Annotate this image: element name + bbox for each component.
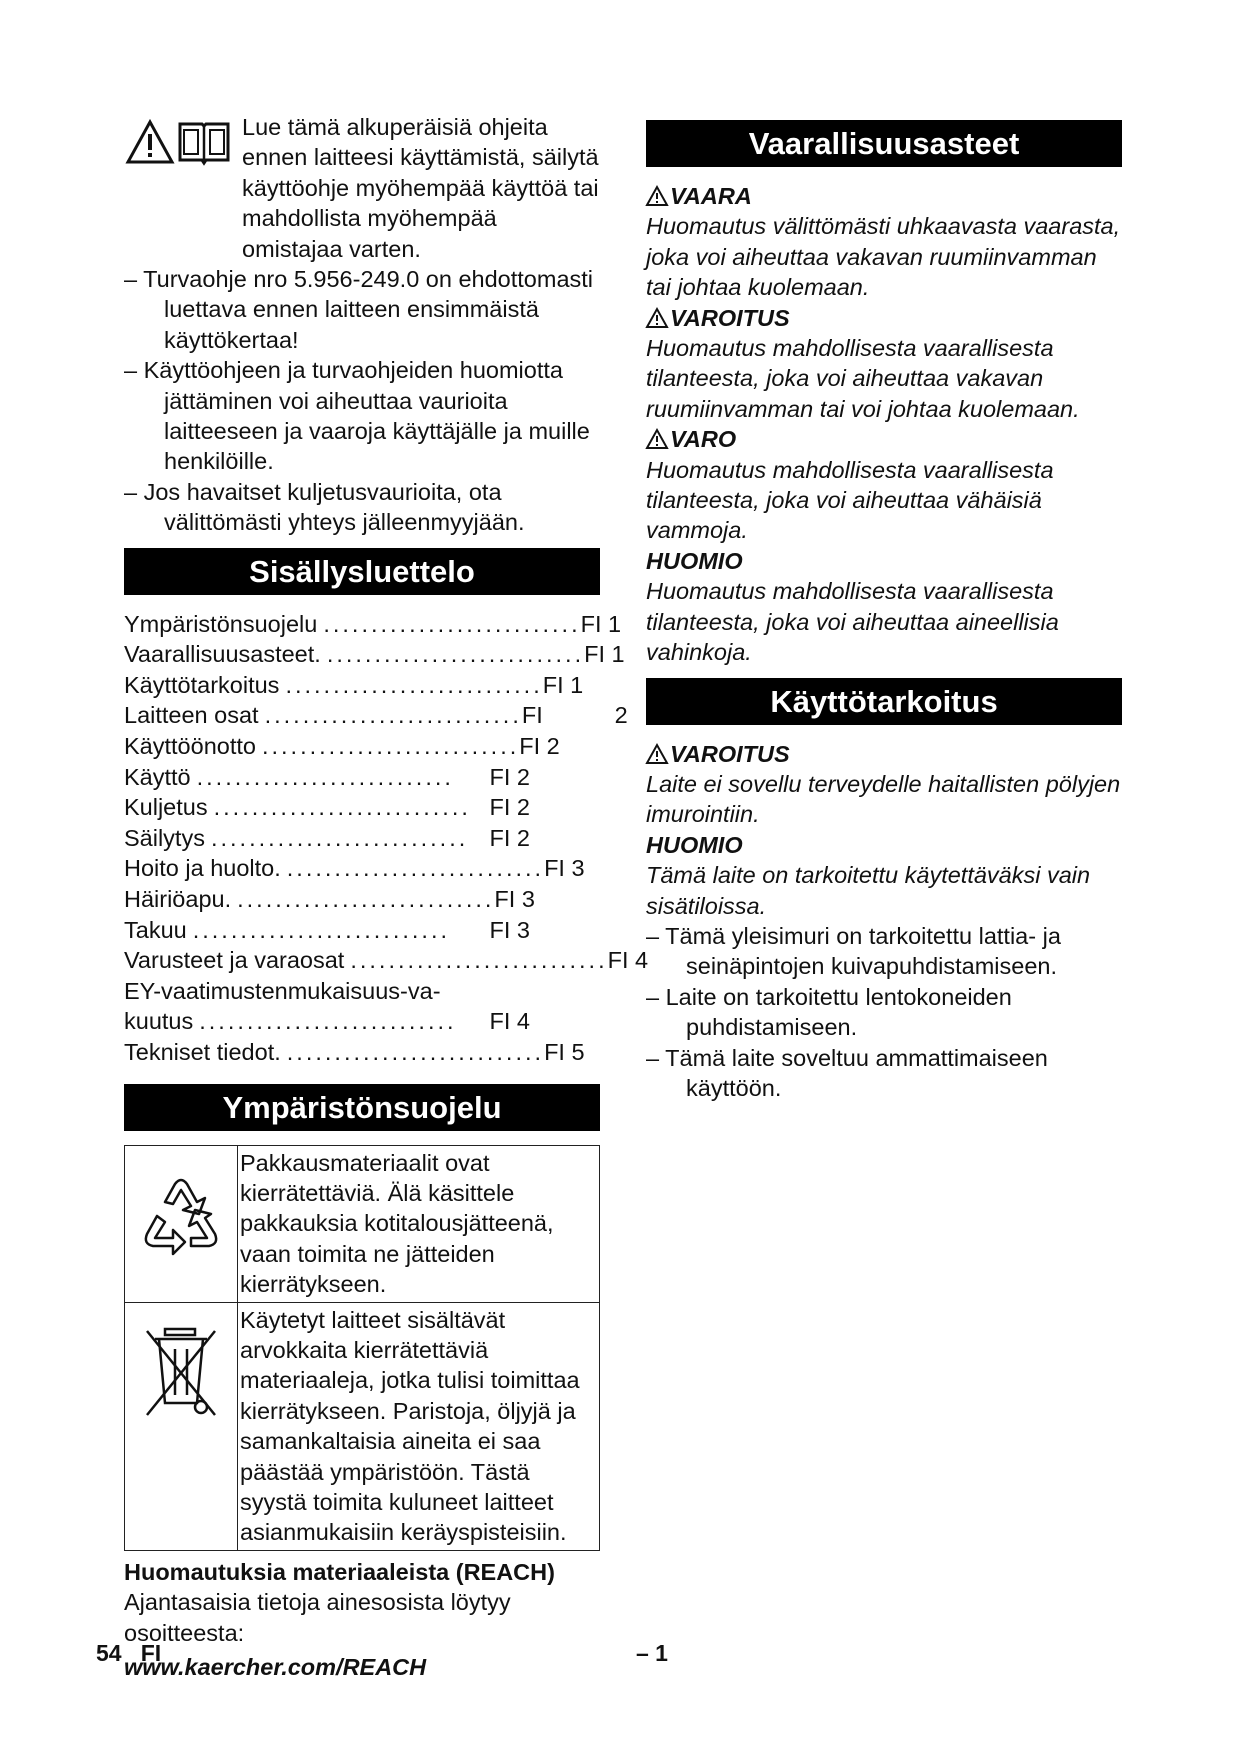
toc-row[interactable]: Häiriöapu. ........................... FI 3: [124, 884, 600, 915]
environment-heading: Ympäristönsuojelu: [124, 1084, 600, 1131]
toc-row[interactable]: Varusteet ja varaosat ........................... FI 4: [124, 945, 600, 976]
toc-title: Häiriöapu.: [124, 886, 232, 913]
toc-title: Käyttö: [124, 763, 191, 790]
intro-notice: [124, 112, 600, 538]
toc-title: Varusteet ja varaosat: [124, 947, 345, 974]
toc-page: FI 4: [607, 947, 649, 974]
intro-item: – Jos havaitset kuljetusvaurioita, ota välittömästi yhteys jälleenmyyjään.: [124, 478, 525, 536]
hazard-label: VAARA: [646, 181, 1122, 211]
toc-title: Laitteen osat: [124, 702, 259, 729]
toc-title: Käyttöönotto: [124, 733, 256, 760]
intro-item: – Turvaohje nro 5.956-249.0 on ehdottomasti luettava ennen laitteen ensimmäistä käyttökertaa!: [124, 266, 594, 353]
toc-page: [441, 976, 573, 1007]
page-center-label: – 1: [636, 1640, 668, 1666]
usage-note-label: HUOMIO: [646, 831, 743, 858]
toc-row[interactable]: Laitteen osat ........................... FI 2: [124, 700, 600, 731]
warning-icon: [646, 186, 668, 206]
toc-page: FI 1: [542, 671, 584, 698]
toc-row[interactable]: Käyttö ........................... FI 2: [124, 762, 600, 793]
recycle-icon: [135, 1172, 227, 1268]
toc-row[interactable]: Käyttötarkoitus ........................... FI 1: [124, 670, 600, 701]
toc-title: Takuu: [124, 916, 187, 943]
usage-note-text: Tämä laite on tarkoitettu käytettäväksi vain sisätiloissa.: [646, 862, 1091, 919]
table-row: [125, 1145, 600, 1302]
toc-page: FI 1: [584, 641, 625, 668]
toc-title: EY-vaatimustenmukaisuus-va-: [124, 977, 441, 1004]
hazard-text: Huomautus mahdollisesta vaarallisesta tilanteesta, joka voi aiheuttaa aineellisia vahinkoja.: [646, 578, 1059, 666]
toc-heading: Sisällysluettelo: [124, 548, 600, 595]
table-of-contents: [124, 609, 649, 1068]
hazard-list: [646, 181, 1122, 668]
usage-warning-label: VAROITUS: [646, 739, 1122, 769]
usage-item: – Laite on tarkoitettu lentokoneiden puhdistamiseen.: [646, 983, 1012, 1041]
warning-icon: [646, 744, 668, 764]
toc-row[interactable]: Käyttöönotto ........................... FI 2: [124, 731, 600, 762]
toc-page: FI 3: [489, 916, 530, 943]
toc-row[interactable]: Tekniset tiedot. ........................... FI 5: [124, 1037, 600, 1068]
toc-row[interactable]: [124, 976, 600, 1007]
toc-page: FI 3: [494, 886, 535, 913]
usage-warning-text: Laite ei sovellu terveydelle haitallisten pölyjen imurointiin.: [646, 770, 1121, 828]
usage-item: – Tämä yleisimuri on tarkoitettu lattia- ja seinäpintojen kuivapuhdistamiseen.: [646, 922, 1061, 980]
hazard-label: VAROITUS: [646, 303, 1122, 333]
toc-page: FI 2: [521, 702, 628, 729]
toc-title: Hoito ja huolto.: [124, 855, 281, 882]
toc-row[interactable]: Ympäristönsuojelu ........................... FI 1: [124, 609, 600, 640]
reach-text: Ajantasaisia tietoja ainesosista löytyy osoitteesta:: [124, 1589, 511, 1646]
toc-page: FI 5: [544, 1039, 585, 1065]
env-text: Pakkausmateriaalit ovat kierrätettäviä. Älä käsittele pakkauksia kotitalousjätteenä, vaan toimita ne jätteiden kierrätykseen.: [238, 1145, 600, 1302]
page-number: 54 FI: [96, 1640, 162, 1666]
toc-title: kuutus: [124, 1008, 194, 1035]
toc-row[interactable]: kuutus ........................... FI 4: [124, 1006, 600, 1037]
warning-icon: [646, 429, 668, 449]
usage-heading: Käyttötarkoitus: [646, 678, 1122, 725]
toc-row[interactable]: Säilytys ........................... FI 2: [124, 823, 600, 854]
left-column: [124, 112, 649, 1683]
intro-item: – Käyttöohjeen ja turvaohjeiden huomiotta jättäminen voi aiheuttaa vaurioita laitteeseen ja vaaroja käyttäjälle ja muille henkilöille.: [124, 357, 590, 475]
reach-heading: Huomautuksia materiaaleista (REACH): [124, 1558, 555, 1585]
toc-page: FI 1: [580, 610, 622, 637]
toc-title: Käyttötarkoitus: [124, 671, 280, 698]
toc-row[interactable]: Kuljetus ........................... FI 2: [124, 792, 600, 823]
toc-row[interactable]: Hoito ja huolto. ........................... FI 3: [124, 853, 600, 884]
env-text: Käytetyt laitteet sisältävät arvokkaita kierrätettäviä materiaaleja, jotka tulisi toimittaa kierrätykseen. Paristoja, öljyjä ja samankaltaisia aineita ei saa päästää ympäristöön. Tästä syystä toimita kuluneet laitteet asianmukaisiin keräyspisteisiin.: [238, 1302, 600, 1550]
table-row: [125, 1302, 600, 1550]
environment-table: [124, 1145, 600, 1551]
toc-title: Vaarallisuusasteet.: [124, 641, 321, 668]
toc-title: Kuljetus: [124, 794, 208, 821]
hazard-text: Huomautus mahdollisesta vaarallisesta tilanteesta, joka voi aiheuttaa vähäisiä vammoja.: [646, 456, 1054, 544]
hazard-label: HUOMIO: [646, 547, 743, 574]
toc-page: FI 2: [489, 794, 530, 821]
toc-page: FI 4: [489, 1008, 530, 1035]
hazard-label: VARO: [646, 424, 1122, 454]
hazard-text: Huomautus mahdollisesta vaarallisesta tilanteesta, joka voi aiheuttaa vakavan ruumiinvamman tai voi johtaa kuolemaan.: [646, 335, 1080, 422]
toc-title: Säilytys: [124, 824, 205, 851]
toc-page: FI 3: [544, 855, 585, 882]
right-column: [646, 120, 1122, 1103]
intro-text: Lue tämä alkuperäisiä ohjeita ennen laitteesi käyttämistä, säilytä käyttöohje myöhempää käyttöä tai mahdollista myöhempää omistajaa varten.: [242, 114, 599, 262]
toc-row[interactable]: Takuu ........................... FI 3: [124, 915, 600, 946]
toc-page: FI 2: [489, 824, 530, 851]
toc-title: Ympäristönsuojelu: [124, 610, 318, 637]
toc-row[interactable]: Vaarallisuusasteet. ........................... FI 1: [124, 639, 600, 670]
warning-manual-icon: [124, 116, 234, 166]
toc-title: Tekniset tiedot.: [124, 1039, 281, 1065]
crossed-bin-icon: [141, 1323, 221, 1423]
reach-link[interactable]: www.kaercher.com/REACH: [124, 1654, 427, 1681]
hazard-text: Huomautus välittömästi uhkaavasta vaarasta, joka voi aiheuttaa vakavan ruumiinvamman tai johtaa kuolemaan.: [646, 213, 1121, 301]
usage-item: – Tämä laite soveltuu ammattimaiseen käyttöön.: [646, 1044, 1048, 1101]
toc-page: FI 2: [519, 733, 560, 760]
toc-page: FI 2: [489, 763, 530, 790]
hazard-heading: Vaarallisuusasteet: [646, 120, 1122, 167]
warning-icon: [646, 308, 668, 328]
